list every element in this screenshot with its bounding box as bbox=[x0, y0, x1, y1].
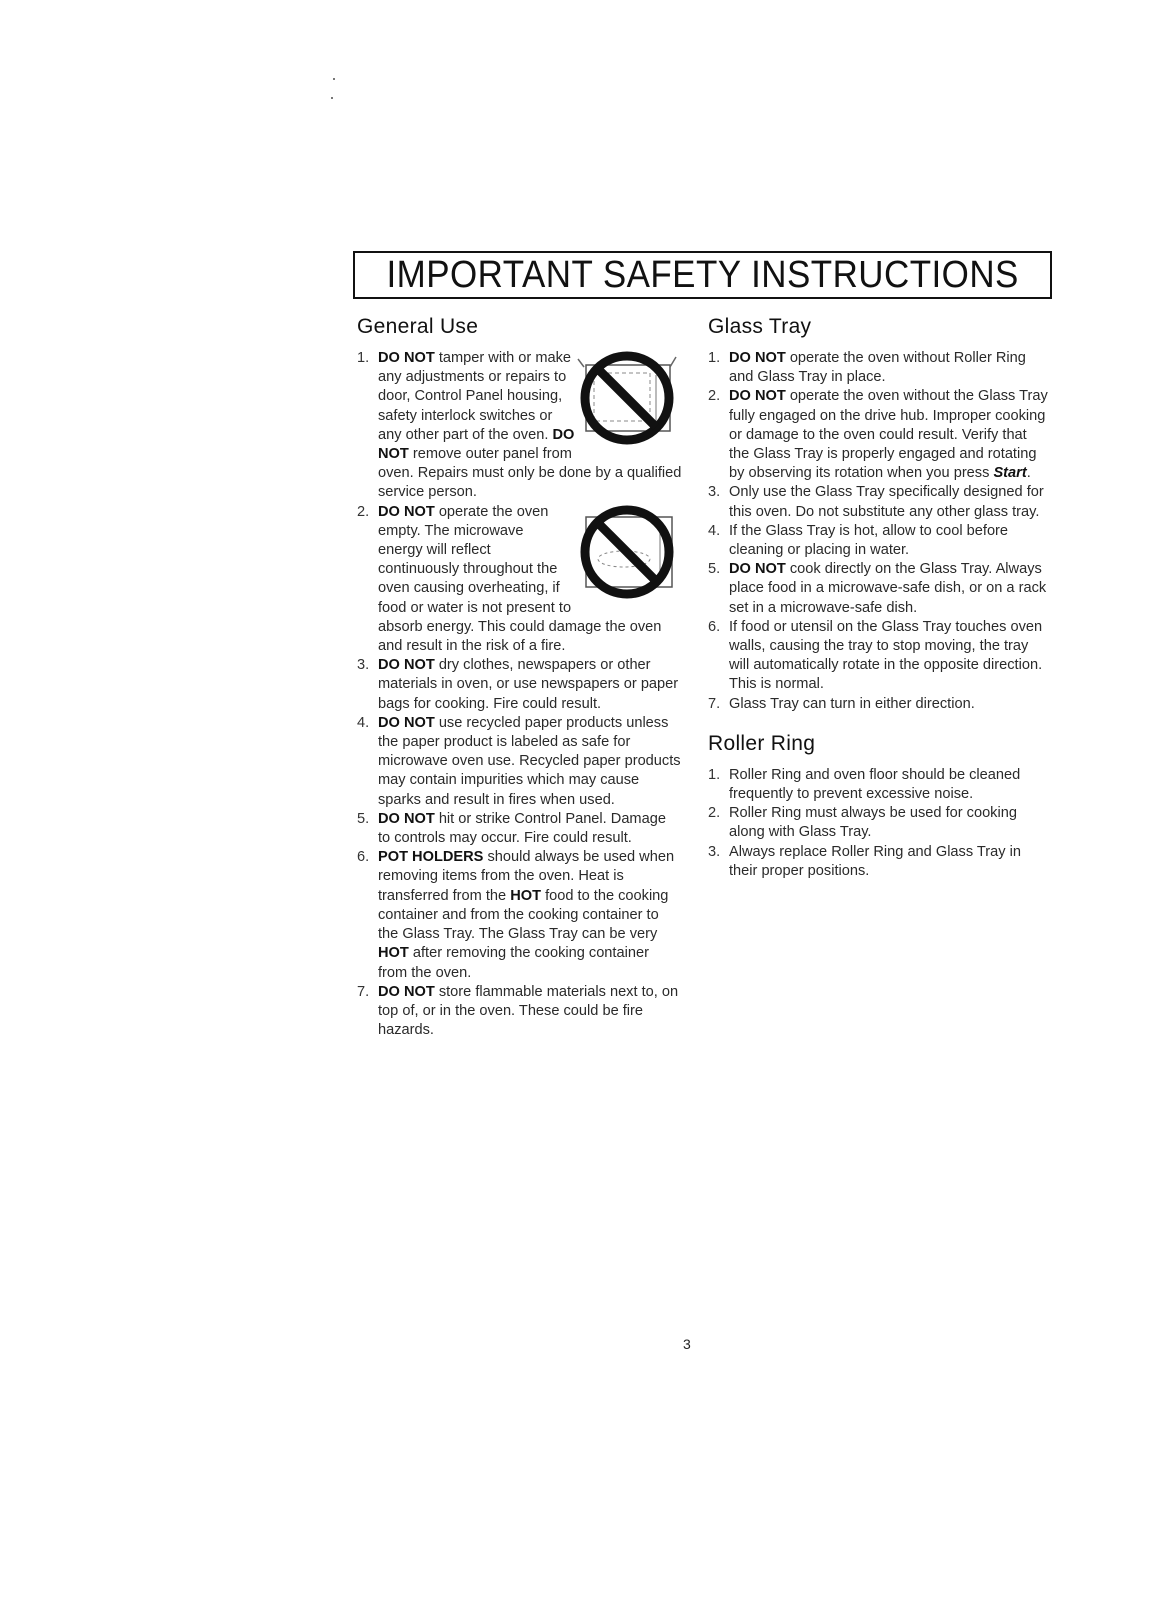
general-use-item bbox=[357, 349, 682, 503]
glass-tray-item bbox=[708, 695, 1048, 714]
item-number: 4. bbox=[708, 522, 721, 539]
general-use-item bbox=[357, 848, 682, 982]
page-title: IMPORTANT SAFETY INSTRUCTIONS bbox=[386, 253, 1019, 296]
emphasis-text: DO NOT bbox=[729, 388, 786, 405]
roller-ring-item bbox=[708, 804, 1048, 842]
item-number: 2. bbox=[708, 805, 721, 822]
general-use-item bbox=[357, 714, 682, 810]
emphasis-text: DO NOT bbox=[378, 426, 575, 463]
right-column bbox=[708, 315, 1048, 881]
item-text: operate the oven without the Glass Tray fully engaged on the drive hub. Improper cooking or damage to the oven could result. Verify that the Glass Tray is properly engaged and rotating by observing its rotation when you press bbox=[729, 388, 1048, 482]
emphasis-text: DO NOT bbox=[378, 810, 435, 827]
item-number: 2. bbox=[708, 388, 721, 405]
item-text: food to the cooking container and from the cooking container to the Glass Tray. The Glass Tray can be very bbox=[378, 887, 669, 943]
general-use-item bbox=[357, 503, 682, 657]
glass-tray-item bbox=[708, 349, 1048, 387]
glass-tray-item bbox=[708, 522, 1048, 560]
item-text: tamper with or make any adjustments or repairs to door, Control Panel housing, safety interlock switches or any other part of the oven. bbox=[378, 350, 572, 443]
item-number: 4. bbox=[357, 714, 370, 731]
section-heading-general-use: General Use bbox=[357, 315, 479, 338]
item-text: should always be used when removing items from the oven. Heat is transferred from the bbox=[378, 849, 675, 904]
item-text: after removing the cooking container from the oven. bbox=[378, 945, 649, 981]
emphasis-text: HOT bbox=[510, 887, 542, 904]
roller-ring-list bbox=[708, 766, 1048, 881]
page-title-box bbox=[353, 251, 1052, 299]
item-text: use recycled paper products unless the paper product is labeled as safe for microwave oven use. Recycled paper products may contain impurities which may cause sparks and result in fires when used. bbox=[378, 714, 681, 808]
prohibited-door-tamper-illustration bbox=[572, 345, 682, 451]
emphasis-text: DO NOT bbox=[378, 503, 435, 520]
prohibited-empty-oven-illustration bbox=[572, 499, 682, 605]
item-number: 2. bbox=[357, 503, 370, 520]
scan-speck bbox=[331, 97, 333, 99]
item-number: 5. bbox=[357, 810, 370, 827]
scan-speck bbox=[333, 78, 335, 80]
emphasis-text: DO NOT bbox=[378, 983, 435, 1000]
item-text: remove outer panel from oven. Repairs must only be done by a qualified service person. bbox=[378, 446, 682, 501]
emphasis-text: DO NOT bbox=[378, 350, 435, 366]
item-number: 6. bbox=[357, 849, 370, 866]
general-use-item bbox=[357, 810, 682, 848]
emphasis-text: HOT bbox=[378, 945, 409, 962]
item-number: 3. bbox=[357, 657, 370, 674]
item-number: 1. bbox=[357, 350, 370, 366]
item-number: 3. bbox=[708, 484, 721, 501]
roller-ring-item bbox=[708, 843, 1048, 881]
key-name-text: Start bbox=[993, 465, 1027, 482]
general-use-item bbox=[357, 983, 682, 1041]
item-text: operate the oven empty. The microwave energy will reflect continuously throughout the oven causing overheating, if food or water is not present to absorb energy. This could damage the oven and result in the risk of a fire. bbox=[378, 503, 662, 655]
glass-tray-item bbox=[708, 560, 1048, 618]
item-text: Only use the Glass Tray specifically designed for this oven. Do not substitute any other glass tray. bbox=[729, 484, 1044, 520]
roller-ring-item bbox=[708, 766, 1048, 804]
item-text: store flammable materials next to, on top of, or in the oven. These could be fire hazards. bbox=[378, 983, 679, 1039]
item-text: dry clothes, newspapers or other materials in oven, or use newspapers or paper bags for cooking. Fire could result. bbox=[378, 657, 679, 712]
item-number: 7. bbox=[708, 695, 721, 712]
item-number: 3. bbox=[708, 843, 721, 860]
section-heading-roller-ring: Roller Ring bbox=[708, 731, 816, 755]
glass-tray-list bbox=[708, 349, 1048, 714]
emphasis-text: DO NOT bbox=[378, 657, 435, 674]
section-heading-glass-tray: Glass Tray bbox=[708, 315, 812, 338]
item-number: 7. bbox=[357, 983, 370, 1000]
glass-tray-item bbox=[708, 387, 1048, 483]
item-text: If the Glass Tray is hot, allow to cool before cleaning or placing in water. bbox=[729, 522, 1009, 559]
item-text: operate the oven without Roller Ring and Glass Tray in place. bbox=[729, 350, 1026, 386]
glass-tray-item bbox=[708, 483, 1048, 521]
item-text: If food or utensil on the Glass Tray touches oven walls, causing the tray to stop moving, the tray will automatically rotate in the opposite direction. This is normal. bbox=[729, 618, 1043, 693]
page-number: 3 bbox=[683, 1336, 691, 1352]
emphasis-text: POT HOLDERS bbox=[378, 849, 484, 866]
general-use-item bbox=[357, 656, 682, 714]
no-empty-oven-icon bbox=[572, 499, 682, 605]
left-column bbox=[357, 315, 682, 1040]
glass-tray-item bbox=[708, 618, 1048, 695]
item-text: cook directly on the Glass Tray. Always place food in a microwave-safe dish, or on a rack set in a microwave-safe dish. bbox=[729, 561, 1047, 616]
item-text: Roller Ring must always be used for cooking along with Glass Tray. bbox=[729, 805, 1017, 841]
item-number: 5. bbox=[708, 561, 721, 578]
item-text: Roller Ring and oven floor should be cleaned frequently to prevent excessive noise. bbox=[729, 766, 1021, 803]
item-text: . bbox=[1026, 465, 1031, 482]
no-tamper-oven-door-icon bbox=[572, 345, 682, 451]
item-number: 1. bbox=[708, 350, 721, 366]
emphasis-text: DO NOT bbox=[378, 714, 435, 731]
item-text: Always replace Roller Ring and Glass Tray in their proper positions. bbox=[729, 843, 1021, 879]
item-number: 1. bbox=[708, 766, 721, 783]
general-use-list bbox=[357, 349, 682, 1040]
item-number: 6. bbox=[708, 618, 721, 635]
item-text: hit or strike Control Panel. Damage to controls may occur. Fire could result. bbox=[378, 810, 666, 847]
item-text: Glass Tray can turn in either direction. bbox=[729, 695, 975, 712]
emphasis-text: DO NOT bbox=[729, 350, 786, 366]
emphasis-text: DO NOT bbox=[729, 561, 786, 578]
